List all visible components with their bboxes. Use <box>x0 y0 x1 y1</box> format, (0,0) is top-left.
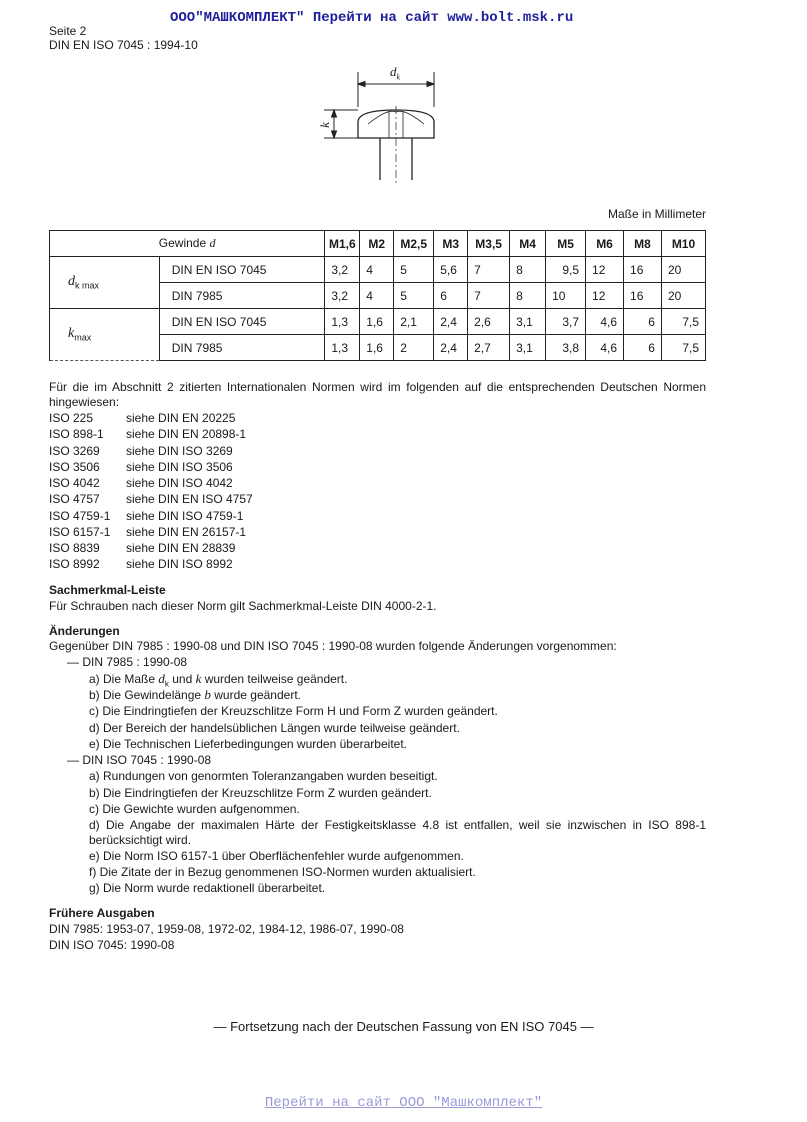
list-item: f) Die Zitate der in Bezug genommenen ISO-Normen wurden aktualisiert. <box>89 865 476 879</box>
arrow-up-icon <box>332 110 337 117</box>
fruehere-line-2: DIN ISO 7045: 1990-08 <box>49 938 175 952</box>
intro-line-1: Für die im Abschnitt 2 zitierten Internationalen Normen wird im folgenden auf die entsprechenden Deutschen Normen <box>49 380 706 394</box>
table-cell: 16 <box>624 283 662 309</box>
list-item: b) Die Gewindelänge b wurde geändert. <box>89 687 301 702</box>
column-header: M3 <box>434 231 468 257</box>
fruehere-line-1: DIN 7985: 1953-07, 1959-08, 1972-02, 1984-12, 1986-07, 1990-08 <box>49 922 404 936</box>
section-title-fruehere: Frühere Ausgaben <box>49 906 155 920</box>
table-cell: 5 <box>394 257 434 283</box>
table-row <box>50 257 706 283</box>
table-cell: 3,2 <box>325 283 360 309</box>
change-group-title: — DIN 7985 : 1990-08 <box>67 655 188 669</box>
dk-label: $d_k$ <box>390 64 401 82</box>
table-cell: 1,3 <box>325 309 360 335</box>
table-cell: 4 <box>360 283 394 309</box>
table-cell: 12 <box>586 257 624 283</box>
table-cell: 6 <box>434 283 468 309</box>
intro-line-2: hingewiesen: <box>49 395 120 409</box>
table-cell: 2,7 <box>468 335 510 361</box>
table-cell: 7 <box>468 283 510 309</box>
k-max-label: $k_{max}$ <box>50 309 160 361</box>
table-cell: 1,6 <box>360 335 394 361</box>
table-cell: 2,4 <box>434 335 468 361</box>
list-item: c) Die Eindringtiefen der Kreuzschlitze Form H und Form Z wurden geändert. <box>89 704 498 718</box>
table-cell: 6 <box>624 309 662 335</box>
column-header: M3,5 <box>468 231 510 257</box>
table-row <box>50 309 706 335</box>
table-cell: 7,5 <box>661 335 705 361</box>
table-cell: 8 <box>510 283 546 309</box>
arrow-left-icon <box>358 82 365 87</box>
column-header: M8 <box>624 231 662 257</box>
units-note: Maße in Millimeter <box>607 207 706 221</box>
list-item: g) Die Norm wurde redaktionell überarbeitet. <box>89 881 326 895</box>
dimensions-table <box>49 230 706 361</box>
section-title-aenderungen: Änderungen <box>49 624 120 638</box>
table-header-row <box>50 231 706 257</box>
row-standard: DIN EN ISO 7045 <box>159 257 325 283</box>
table-cell: 1,3 <box>325 335 360 361</box>
list-item: b) Die Eindringtiefen der Kreuzschlitze Form Z wurden geändert. <box>89 786 432 800</box>
list-item: ISO 4042 siehe DIN ISO 4042 <box>49 476 233 490</box>
sachmerkmal-text: Für Schrauben nach dieser Norm gilt Sachmerkmal-Leiste DIN 4000-2-1. <box>49 599 437 613</box>
list-item: ISO 6157-1 siehe DIN EN 26157-1 <box>49 525 247 539</box>
list-item: ISO 4757 siehe DIN EN ISO 4757 <box>49 492 253 506</box>
table-cell: 20 <box>661 283 705 309</box>
list-item: a) Rundungen von genormten Toleranzangaben wurden beseitigt. <box>89 769 438 783</box>
table-cell: 16 <box>624 257 662 283</box>
list-item: ISO 8839 siehe DIN EN 28839 <box>49 541 236 555</box>
column-header: M10 <box>661 231 705 257</box>
column-header: M4 <box>510 231 546 257</box>
table-cell: 12 <box>586 283 624 309</box>
table-cell: 5 <box>394 283 434 309</box>
arrow-right-icon <box>427 82 434 87</box>
table-cell: 3,1 <box>510 309 546 335</box>
aenderungen-intro: Gegenüber DIN 7985 : 1990-08 und DIN ISO 7045 : 1990-08 wurden folgende Änderungen vorgenommen: <box>49 639 617 653</box>
table-cell: 10 <box>546 283 586 309</box>
list-item: ISO 898-1 siehe DIN EN 20898-1 <box>49 427 247 441</box>
table-cell: 5,6 <box>434 257 468 283</box>
row-standard: DIN 7985 <box>159 335 325 361</box>
table-cell: 20 <box>661 257 705 283</box>
list-item: d) Der Bereich der handelsüblichen Längen wurde teilweise geändert. <box>89 721 460 735</box>
header-thread-label: Gewinde d <box>50 231 325 257</box>
list-item: e) Die Technischen Lieferbedingungen wurden überarbeitet. <box>89 737 407 751</box>
row-standard: DIN EN ISO 7045 <box>159 309 325 335</box>
table-cell: 7,5 <box>661 309 705 335</box>
table-cell: 2,6 <box>468 309 510 335</box>
table-cell: 7 <box>468 257 510 283</box>
list-item-continuation: berücksichtigt wird. <box>89 833 192 847</box>
column-header: M2,5 <box>394 231 434 257</box>
footer-site-link[interactable]: Перейти на сайт ООО "Машкомплект" <box>264 1095 543 1111</box>
table-cell: 9,5 <box>546 257 586 283</box>
table-cell: 6 <box>624 335 662 361</box>
dk-max-label: $d_{k max}$ <box>50 257 160 309</box>
page-number: Seite 2 <box>49 24 87 38</box>
standard-reference: DIN EN ISO 7045 : 1994-10 <box>49 38 198 52</box>
column-header: M5 <box>546 231 586 257</box>
table-cell: 3,2 <box>325 257 360 283</box>
column-header: M1,6 <box>325 231 360 257</box>
table-cell: 2,1 <box>394 309 434 335</box>
k-label: k <box>316 122 332 128</box>
site-banner-link[interactable]: ООО"МАШКОМПЛЕКТ" Перейти на сайт www.bolt.msk.ru <box>170 10 574 26</box>
change-group-title: — DIN ISO 7045 : 1990-08 <box>67 753 212 767</box>
list-item: e) Die Norm ISO 6157-1 über Oberflächenfehler wurde aufgenommen. <box>89 849 464 863</box>
list-item: ISO 3269 siehe DIN ISO 3269 <box>49 444 233 458</box>
table-cell: 3,7 <box>546 309 586 335</box>
table-cell: 3,1 <box>510 335 546 361</box>
arrow-down-icon <box>332 131 337 138</box>
row-standard: DIN 7985 <box>159 283 325 309</box>
table-cell: 2,4 <box>434 309 468 335</box>
list-item: ISO 8992 siehe DIN ISO 8992 <box>49 557 233 571</box>
list-item: ISO 4759-1 siehe DIN ISO 4759-1 <box>49 509 244 523</box>
screw-head-drawing <box>318 62 448 190</box>
table-cell: 4 <box>360 257 394 283</box>
table-cell: 4,6 <box>586 335 624 361</box>
list-item: a) Die Maße $d_k$ und k wurden teilweise geändert. <box>89 671 348 689</box>
table-cell: 3,8 <box>546 335 586 361</box>
column-header: M2 <box>360 231 394 257</box>
section-title-sachmerkmal: Sachmerkmal-Leiste <box>49 583 166 597</box>
list-item: c) Die Gewichte wurden aufgenommen. <box>89 802 300 816</box>
column-header: M6 <box>586 231 624 257</box>
list-item: ISO 225 siehe DIN EN 20225 <box>49 411 236 425</box>
continuation-note: — Fortsetzung nach der Deutschen Fassung von EN ISO 7045 — <box>213 1019 594 1034</box>
table-cell: 4,6 <box>586 309 624 335</box>
list-item: d) Die Angabe der maximalen Härte der Festigkeitsklasse 4.8 ist entfallen, weil sie inzwischen in ISO 898-1 <box>89 818 706 832</box>
table-cell: 8 <box>510 257 546 283</box>
table-cell: 1,6 <box>360 309 394 335</box>
table-cell: 2 <box>394 335 434 361</box>
list-item: ISO 3506 siehe DIN ISO 3506 <box>49 460 233 474</box>
